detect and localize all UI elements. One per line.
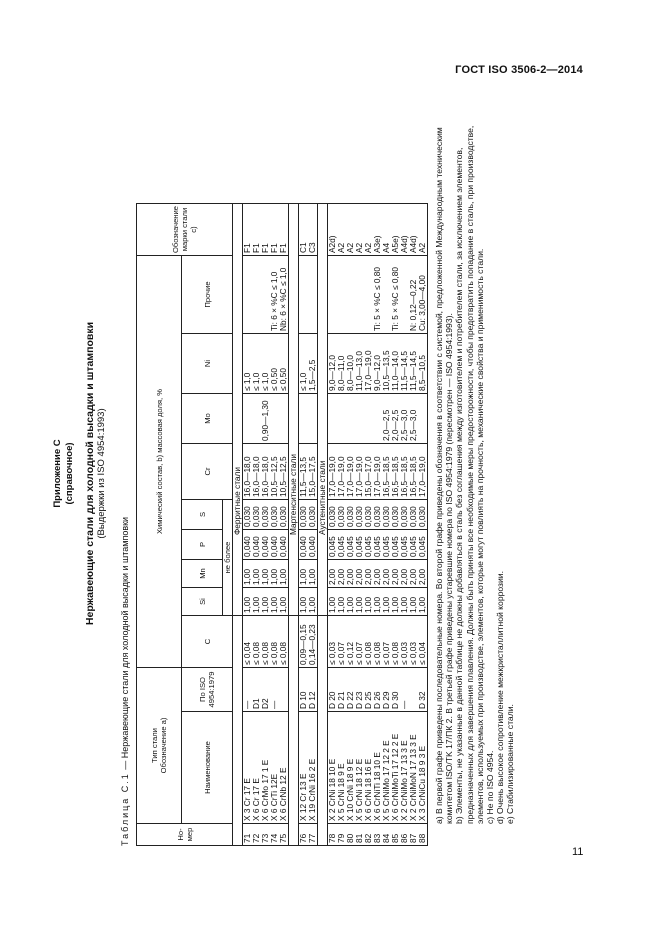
section-spacer: [289, 616, 299, 846]
col-mn-header: Mn: [182, 560, 223, 588]
cell-mo: [299, 394, 309, 444]
cell-num: 83: [373, 824, 382, 846]
cell-s: 0,030: [373, 500, 382, 530]
cell-ni: 11,5—14,5: [409, 334, 418, 394]
cell-ni: 11,5—14,5: [400, 334, 409, 394]
cell-cr: 17,0—19,0: [355, 444, 364, 500]
section-spacer: [233, 616, 243, 846]
cell-name: X 2 CrNiMoN 17 13 3 E: [409, 712, 418, 824]
cell-num: 80: [346, 824, 355, 846]
appendix-main-heading: Нержавеющие стали для холодной высадки и штамповки: [84, 321, 96, 626]
cell-c: ≤ 0,04: [243, 616, 253, 668]
cell-p: 0,040: [279, 530, 289, 560]
cell-other: [243, 256, 253, 334]
table-caption: [120, 517, 130, 846]
footnote-d: d) Очень высокое сопротивление межкристаллитной коррозии.: [495, 571, 506, 824]
cell-other: [328, 256, 338, 334]
cell-mn: 1,00: [261, 560, 270, 588]
cell-p: 0,045: [418, 530, 428, 560]
footnote-c: c) Не по ISO 4954.: [485, 750, 496, 824]
cell-mark: C3: [308, 204, 318, 256]
cell-mn: 2,00: [328, 560, 338, 588]
cell-p: 0,040: [308, 530, 318, 560]
cell-iso: D 23: [355, 668, 364, 712]
cell-mo: [243, 394, 253, 444]
cell-iso: D 25: [364, 668, 373, 712]
cell-si: 1,00: [243, 588, 253, 616]
cell-c: ≤ 0,08: [270, 616, 279, 668]
section-title: Мартенситные стали: [289, 204, 299, 616]
page-number: 11: [572, 846, 584, 858]
cell-p: 0,045: [373, 530, 382, 560]
cell-ni: 8,0—10,0: [346, 334, 355, 394]
col-steel-type-header: [137, 668, 182, 824]
cell-mo: [346, 394, 355, 444]
table-body: [233, 204, 428, 846]
cell-mn: 2,00: [355, 560, 364, 588]
footnotes: [434, 101, 516, 846]
cell-mark: A2d): [328, 204, 338, 256]
cell-cr: 10,5—12,5: [270, 444, 279, 500]
cell-s: 0,030: [355, 500, 364, 530]
cell-cr: 16,5—18,5: [409, 444, 418, 500]
cell-c: ≤ 0,08: [252, 616, 261, 668]
cell-mark: A4d): [409, 204, 418, 256]
cell-s: 0,030: [409, 500, 418, 530]
cell-name: X 3 CrNiCu 18 9 3 E: [418, 712, 428, 824]
cell-iso: D 26: [373, 668, 382, 712]
cell-mo: 2,5—3,0: [409, 394, 418, 444]
cell-iso: —: [243, 668, 253, 712]
cell-ni: ≤ 1,0: [243, 334, 253, 394]
cell-p: 0,040: [252, 530, 261, 560]
cell-mn: 1,00: [299, 560, 309, 588]
cell-ni: 8,5—10,5: [418, 334, 428, 394]
cell-p: 0,040: [243, 530, 253, 560]
section-row: [289, 204, 299, 846]
cell-p: 0,040: [261, 530, 270, 560]
document-header: ГОСТ ISO 3506-2—2014: [455, 64, 583, 76]
cell-name: X 3 Cr 17 E: [243, 712, 253, 824]
cell-s: 0,030: [261, 500, 270, 530]
cell-num: 81: [355, 824, 364, 846]
cell-num: 72: [252, 824, 261, 846]
col-s-header: S: [182, 500, 223, 530]
cell-p: 0,045: [328, 530, 338, 560]
cell-iso: D 32: [418, 668, 428, 712]
cell-p: 0,040: [299, 530, 309, 560]
rotated-content: [48, 101, 608, 846]
cell-s: 0,030: [382, 500, 391, 530]
cell-c: ≤ 0,07: [337, 616, 346, 668]
cell-name: X 6 CrNiMoTi 17 12 2 E: [391, 712, 400, 824]
cell-cr: 17,0—19,0: [346, 444, 355, 500]
col-not-more-header: не более: [223, 500, 233, 616]
cell-mark: F1: [279, 204, 289, 256]
cell-mn: 2,00: [346, 560, 355, 588]
appendix-subtitle: (справочное): [64, 442, 75, 505]
section-spacer: [318, 616, 328, 846]
cell-c: 0,09—0,15: [299, 616, 309, 668]
cell-p: 0,045: [346, 530, 355, 560]
cell-si: 1,00: [252, 588, 261, 616]
cell-mark: A2: [364, 204, 373, 256]
cell-c: ≤ 0,12: [346, 616, 355, 668]
cell-cr: 17,0—19,0: [373, 444, 382, 500]
cell-cr: 15,0—17,5: [308, 444, 318, 500]
cell-cr: 17,0—19,0: [418, 444, 428, 500]
cell-cr: 17,0—19,0: [337, 444, 346, 500]
cell-mark: F1: [252, 204, 261, 256]
cell-mo: [355, 394, 364, 444]
cell-cr: 17,0—19,0: [328, 444, 338, 500]
footnote-b: b) Элементы, не указанные в данной таблице не должны добавляться в сталь без соглашения между изготовителем и потребителем стали, за исключением элементов, предназначенных для завершения плавления. Должны быть приняты все необходимые меры предосторожности, чтобы предотвратить попадание в сталь, при производстве, элементов, используемых при производстве, элементов, которые могут повлиять на прочность, механические свойства и применимость стали.: [454, 125, 485, 824]
cell-mark: F1: [261, 204, 270, 256]
cell-p: 0,045: [400, 530, 409, 560]
cell-iso: D 12: [308, 668, 318, 712]
cell-mo: [308, 394, 318, 444]
cell-other: [346, 256, 355, 334]
cell-ni: 11,0—13,0: [355, 334, 364, 394]
cell-p: 0,045: [409, 530, 418, 560]
col-mark-header: Обозначение марки стали c): [137, 204, 233, 256]
cell-cr: 11,5—13,5: [299, 444, 309, 500]
cell-s: 0,030: [252, 500, 261, 530]
cell-mark: A2: [418, 204, 428, 256]
cell-cr: 16,5—18,5: [391, 444, 400, 500]
cell-p: 0,045: [382, 530, 391, 560]
cell-mo: [364, 394, 373, 444]
cell-iso: D 10: [299, 668, 309, 712]
table-caption-text: — Нержавеющие стали для холодной высадки и штамповки: [120, 516, 130, 773]
cell-num: 74: [270, 824, 279, 846]
cell-si: 1,00: [299, 588, 309, 616]
table-caption-label: Таблица С.1: [120, 772, 130, 846]
cell-mo: 0,90—1,30: [261, 394, 270, 444]
cell-mark: A4d): [400, 204, 409, 256]
cell-mo: [279, 394, 289, 444]
cell-other: Nb: 6 × %C ≤ 1,0: [279, 256, 289, 334]
cell-si: 1,00: [261, 588, 270, 616]
cell-mark: A2: [355, 204, 364, 256]
col-p-header: P: [182, 530, 223, 560]
cell-c: ≤ 0,07: [355, 616, 364, 668]
cell-num: 86: [400, 824, 409, 846]
cell-ni: ≤ 1,0: [261, 334, 270, 394]
cell-mn: 2,00: [409, 560, 418, 588]
cell-iso: D 30: [391, 668, 400, 712]
col-iso-header: По ISO 4954:1979: [182, 668, 233, 712]
cell-si: 1,00: [355, 588, 364, 616]
cell-s: 0,030: [400, 500, 409, 530]
cell-num: 84: [382, 824, 391, 846]
cell-other: N: 0,12—0,22: [409, 256, 418, 334]
cell-other: [299, 256, 309, 334]
cell-mn: 2,00: [337, 560, 346, 588]
cell-c: ≤ 0,08: [391, 616, 400, 668]
cell-mn: 1,00: [308, 560, 318, 588]
cell-name: X 6 CrTi 12E: [270, 712, 279, 824]
cell-c: ≤ 0,08: [373, 616, 382, 668]
cell-name: X 6 CrMo 17 1 E: [261, 712, 270, 824]
section-row: [233, 204, 243, 846]
col-num-header: Но-мер: [137, 824, 233, 846]
cell-mo: [328, 394, 338, 444]
cell-c: ≤ 0,03: [409, 616, 418, 668]
cell-mark: A2: [337, 204, 346, 256]
cell-mn: 2,00: [418, 560, 428, 588]
cell-iso: D 21: [337, 668, 346, 712]
section-title: Ферритные стали: [233, 204, 243, 616]
cell-mn: 1,00: [243, 560, 253, 588]
cell-other: Ti: 5 × %C ≤ 0,80: [373, 256, 382, 334]
cell-mn: 2,00: [391, 560, 400, 588]
cell-mn: 2,00: [400, 560, 409, 588]
cell-mn: 1,00: [252, 560, 261, 588]
cell-p: 0,045: [337, 530, 346, 560]
table-row: [418, 204, 428, 846]
cell-iso: D2: [261, 668, 270, 712]
cell-s: 0,030: [279, 500, 289, 530]
appendix-excerpt: (Выдержки из ISO 4954:1993): [96, 408, 107, 539]
cell-mark: F1: [270, 204, 279, 256]
cell-mark: A4: [382, 204, 391, 256]
cell-name: X 10 CrNi 18 9 E: [346, 712, 355, 824]
cell-other: Ti: 5 × %C ≤ 0,80: [391, 256, 400, 334]
cell-mn: 2,00: [382, 560, 391, 588]
cell-ni: 11,0—14,0: [391, 334, 400, 394]
cell-cr: 16,0—18,0: [261, 444, 270, 500]
cell-name: X 2 CrNiMo 17 13 3 E: [400, 712, 409, 824]
cell-s: 0,030: [337, 500, 346, 530]
cell-mo: 2,0—2,5: [382, 394, 391, 444]
cell-mo: [270, 394, 279, 444]
cell-si: 1,00: [270, 588, 279, 616]
footnote-a: a) В первой графе приведены последовательные номера. Во второй графе приведены обозначения в соответствии с системой, предложенной Международным техническим комитетом ISO/TK 17/ПК 2. В третьей графе приведены устаревшие номера по ISO 4954:1979 (пересмотрен — ISO 4954:1993).: [434, 127, 455, 824]
cell-iso: D1: [252, 668, 261, 712]
col-si-header: Si: [182, 588, 223, 616]
cell-name: X 19 CrNi 16 2 E: [308, 712, 318, 824]
cell-si: 1,00: [382, 588, 391, 616]
cell-other: [308, 256, 318, 334]
cell-num: 76: [299, 824, 309, 846]
cell-c: ≤ 0,08: [364, 616, 373, 668]
cell-c: ≤ 0,03: [328, 616, 338, 668]
cell-mark: F1: [243, 204, 253, 256]
cell-si: 1,00: [409, 588, 418, 616]
cell-other: [337, 256, 346, 334]
cell-ni: ≤ 1,0: [252, 334, 261, 394]
cell-num: 75: [279, 824, 289, 846]
cell-ni: ≤ 1,0: [299, 334, 309, 394]
cell-num: 73: [261, 824, 270, 846]
cell-name: X 6 CrNi 18 16 E: [364, 712, 373, 824]
col-chem-header: Химический состав, b) массовая доля, %: [137, 256, 182, 668]
cell-s: 0,030: [418, 500, 428, 530]
cell-name: X 5 CrNiMo 17 12 2 E: [382, 712, 391, 824]
cell-mark: C1: [299, 204, 309, 256]
cell-s: 0,030: [328, 500, 338, 530]
cell-name: X 6 Cr 17 E: [252, 712, 261, 824]
cell-num: 85: [391, 824, 400, 846]
cell-mo: 2,0—2,5: [391, 394, 400, 444]
section-title: Аустенитные стали: [318, 204, 328, 616]
cell-s: 0,030: [308, 500, 318, 530]
cell-name: X 2 CrNi 18 10 E: [328, 712, 338, 824]
cell-iso: D 22: [346, 668, 355, 712]
cell-p: 0,045: [391, 530, 400, 560]
cell-c: 0,14—0,23: [308, 616, 318, 668]
cell-name: X 5 CrNi 18 9 E: [337, 712, 346, 824]
cell-ni: 17,0—19,0: [364, 334, 373, 394]
col-cr-header: Cr: [182, 444, 233, 500]
cell-si: 1,00: [364, 588, 373, 616]
cell-iso: —: [270, 668, 279, 712]
cell-cr: 16,5—18,5: [382, 444, 391, 500]
cell-si: 1,00: [337, 588, 346, 616]
cell-ni: 10,5—13,5: [382, 334, 391, 394]
cell-other: [252, 256, 261, 334]
cell-mark: A5e): [391, 204, 400, 256]
cell-mo: 2,5—3,0: [400, 394, 409, 444]
appendix-heading: [52, 101, 108, 846]
cell-cr: 16,0—18,0: [243, 444, 253, 500]
cell-c: ≤ 0,04: [418, 616, 428, 668]
cell-c: ≤ 0,08: [279, 616, 289, 668]
cell-si: 1,00: [328, 588, 338, 616]
cell-name: X 12 Cr 13 E: [299, 712, 309, 824]
cell-s: 0,030: [243, 500, 253, 530]
cell-iso: D 29: [382, 668, 391, 712]
cell-num: 82: [364, 824, 373, 846]
cell-cr: 16,5—18,5: [400, 444, 409, 500]
cell-mn: 2,00: [364, 560, 373, 588]
cell-mo: [418, 394, 428, 444]
cell-iso: D 20: [328, 668, 338, 712]
cell-si: 1,00: [391, 588, 400, 616]
footnote-e: e) Стабилизированные стали.: [505, 704, 516, 824]
cell-s: 0,030: [346, 500, 355, 530]
col-designation-label: Обозначение a): [159, 717, 168, 774]
cell-si: 1,00: [308, 588, 318, 616]
cell-cr: 15,0—17,0: [364, 444, 373, 500]
cell-s: 0,030: [391, 500, 400, 530]
cell-p: 0,045: [355, 530, 364, 560]
cell-name: X 5 CrNi 18 12 E: [355, 712, 364, 824]
col-c-header: C: [182, 616, 233, 668]
col-steel-type-label: Тип стали: [150, 728, 159, 763]
col-ni-header: Ni: [182, 334, 233, 394]
cell-ni: 1,5—2,5: [308, 334, 318, 394]
cell-si: 1,00: [279, 588, 289, 616]
col-other-header: Прочие: [182, 256, 233, 334]
cell-ni: ≤ 0,50: [279, 334, 289, 394]
cell-cr: 10,5—12,5: [279, 444, 289, 500]
cell-s: 0,030: [364, 500, 373, 530]
cell-mark: A3e): [373, 204, 382, 256]
cell-c: ≤ 0,03: [400, 616, 409, 668]
cell-name: X 6 CrNb 12 E: [279, 712, 289, 824]
cell-p: 0,045: [364, 530, 373, 560]
cell-s: 0,030: [270, 500, 279, 530]
cell-other: Ti: 6 × %C ≤ 1,0: [270, 256, 279, 334]
cell-si: 1,00: [400, 588, 409, 616]
cell-mo: [337, 394, 346, 444]
cell-mn: 1,00: [270, 560, 279, 588]
appendix-title: Приложение С: [52, 439, 63, 508]
section-row: [318, 204, 328, 846]
cell-si: 1,00: [418, 588, 428, 616]
cell-c: ≤ 0,08: [261, 616, 270, 668]
cell-mn: 1,00: [279, 560, 289, 588]
cell-num: 88: [418, 824, 428, 846]
cell-num: 78: [328, 824, 338, 846]
cell-p: 0,040: [270, 530, 279, 560]
cell-num: 71: [243, 824, 253, 846]
cell-cr: 16,0—18,0: [252, 444, 261, 500]
cell-ni: 9,0—12,0: [373, 334, 382, 394]
cell-si: 1,00: [346, 588, 355, 616]
cell-name: X 6 CrNiTi 18 10 E: [373, 712, 382, 824]
cell-ni: 9,0—12,0: [328, 334, 338, 394]
cell-s: 0,030: [299, 500, 309, 530]
cell-mn: 2,00: [373, 560, 382, 588]
cell-c: ≤ 0,07: [382, 616, 391, 668]
cell-num: 79: [337, 824, 346, 846]
cell-ni: 8,0—11,0: [337, 334, 346, 394]
col-mo-header: Mo: [182, 394, 233, 444]
cell-iso: —: [400, 668, 409, 712]
steel-table: [136, 203, 428, 846]
cell-num: 77: [308, 824, 318, 846]
col-name-header: Наименование: [182, 712, 233, 824]
cell-mark: A2: [346, 204, 355, 256]
cell-num: 87: [409, 824, 418, 846]
cell-other: Cu: 3,00—4,00: [418, 256, 428, 334]
cell-other: [355, 256, 364, 334]
cell-si: 1,00: [373, 588, 382, 616]
cell-ni: ≤ 0,50: [270, 334, 279, 394]
cell-iso: [279, 668, 289, 712]
